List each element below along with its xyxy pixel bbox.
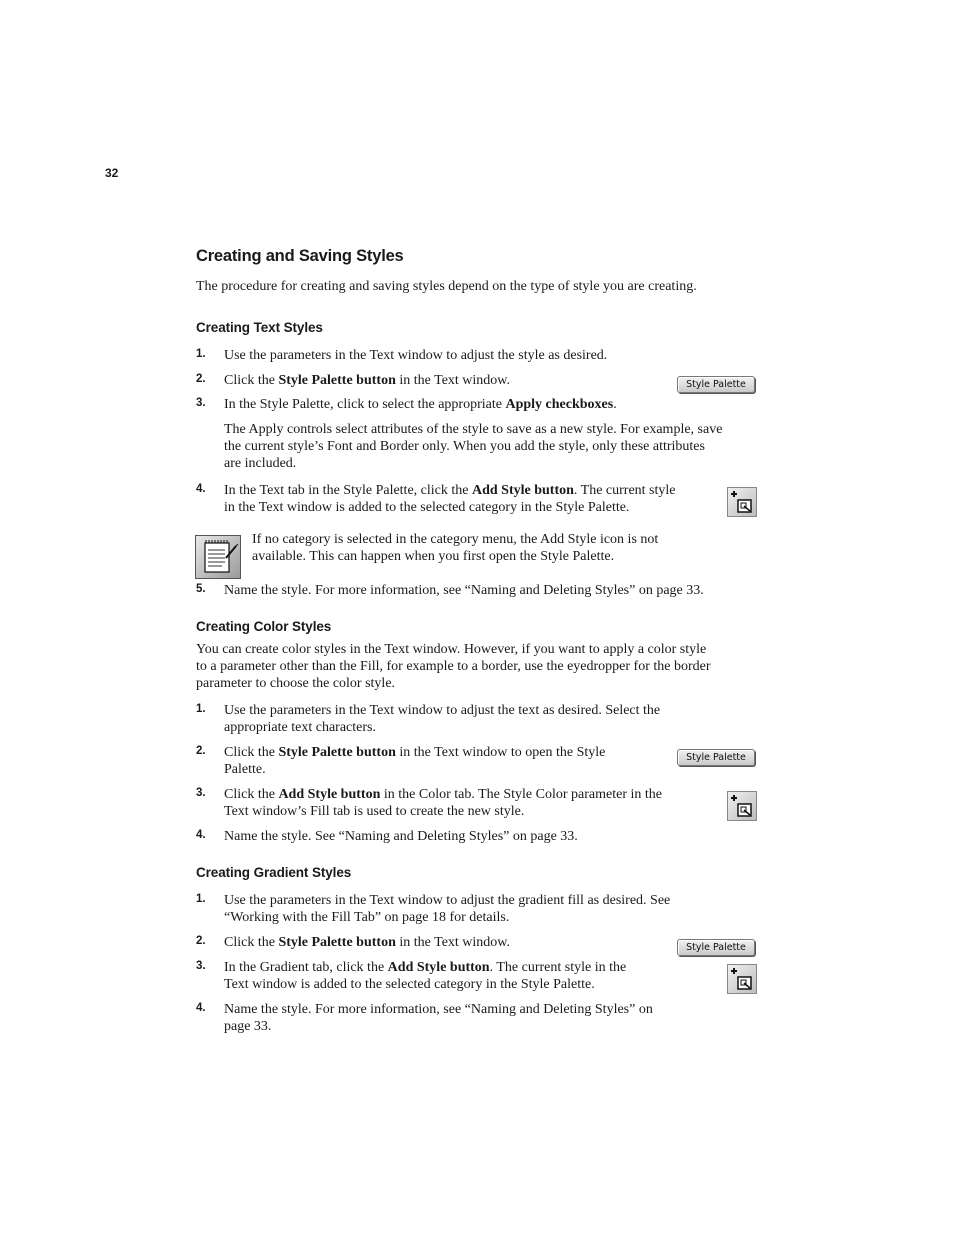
color-step-3: Click the Add Style button in the Color tab. The Style Color parameter in the Text window’s Fill tab is used to create the new style. [224, 787, 662, 819]
gradient-step-2: Click the Style Palette button in the Text window. [224, 935, 510, 950]
page-title: Creating and Saving Styles [196, 247, 404, 265]
note-icon [195, 535, 241, 579]
text-step-2: Click the Style Palette button in the Text window. [224, 373, 510, 388]
intro-paragraph: The procedure for creating and saving styles depend on the type of style you are creating. [196, 279, 697, 294]
gradient-styles-heading: Creating Gradient Styles [196, 865, 352, 880]
step-number: 2. [196, 935, 206, 947]
gradient-step-1: Use the parameters in the Text window to adjust the gradient fill as desired. See “Working with the Fill Tab” on page 18 for details. [224, 893, 671, 925]
style-palette-button[interactable]: Style Palette [677, 749, 755, 766]
step-number: 1. [196, 348, 206, 360]
note-text: If no category is selected in the category menu, the Add Style icon is not available. This can happen when you first open the Style Palette. [252, 532, 659, 564]
step-number: 4. [196, 829, 206, 841]
gradient-step-4: Name the style. For more information, see “Naming and Deleting Styles” on page 33. [224, 1002, 653, 1034]
text-step-3: In the Style Palette, click to select the appropriate Apply checkboxes. [224, 397, 617, 412]
step-number: 4. [196, 483, 206, 495]
style-palette-button[interactable]: Style Palette [677, 376, 755, 393]
color-intro: You can create color styles in the Text window. However, if you want to apply a color style to a parameter other than the Fill, for example to a border, use the eyedropper for the border parameter to choose the color style. [196, 642, 711, 691]
step-number: 3. [196, 960, 206, 972]
style-palette-button[interactable]: Style Palette [677, 939, 755, 956]
color-step-1: Use the parameters in the Text window to adjust the text as desired. Select the appropriate text characters. [224, 703, 661, 735]
page-number: 32 [105, 166, 119, 180]
text-step-1: Use the parameters in the Text window to adjust the style as desired. [224, 348, 608, 363]
step-number: 3. [196, 787, 206, 799]
apply-paragraph: The Apply controls select attributes of the style to save as a new style. For example, save the current style’s Font and Border only. When you add the style, only these attributes are included. [224, 422, 723, 471]
step-number: 2. [196, 745, 206, 757]
add-style-icon[interactable] [727, 487, 757, 517]
color-step-2: Click the Style Palette button in the Text window to open the Style Palette. [224, 745, 606, 777]
color-styles-heading: Creating Color Styles [196, 619, 332, 634]
step-number: 1. [196, 893, 206, 905]
add-style-icon[interactable] [727, 791, 757, 821]
add-style-icon[interactable] [727, 964, 757, 994]
text-step-5: Name the style. For more information, see “Naming and Deleting Styles” on page 33. [224, 583, 704, 598]
step-number: 5. [196, 583, 206, 595]
step-number: 3. [196, 397, 206, 409]
text-step-4: In the Text tab in the Style Palette, click the Add Style button. The current style in the Text window is added to the selected category in the Style Palette. [224, 483, 676, 515]
step-number: 1. [196, 703, 206, 715]
color-step-4: Name the style. See “Naming and Deleting Styles” on page 33. [224, 829, 578, 844]
step-number: 4. [196, 1002, 206, 1014]
step-number: 2. [196, 373, 206, 385]
gradient-step-3: In the Gradient tab, click the Add Style button. The current style in the Text window is added to the selected category in the Style Palette. [224, 960, 627, 992]
text-styles-heading: Creating Text Styles [196, 320, 323, 335]
